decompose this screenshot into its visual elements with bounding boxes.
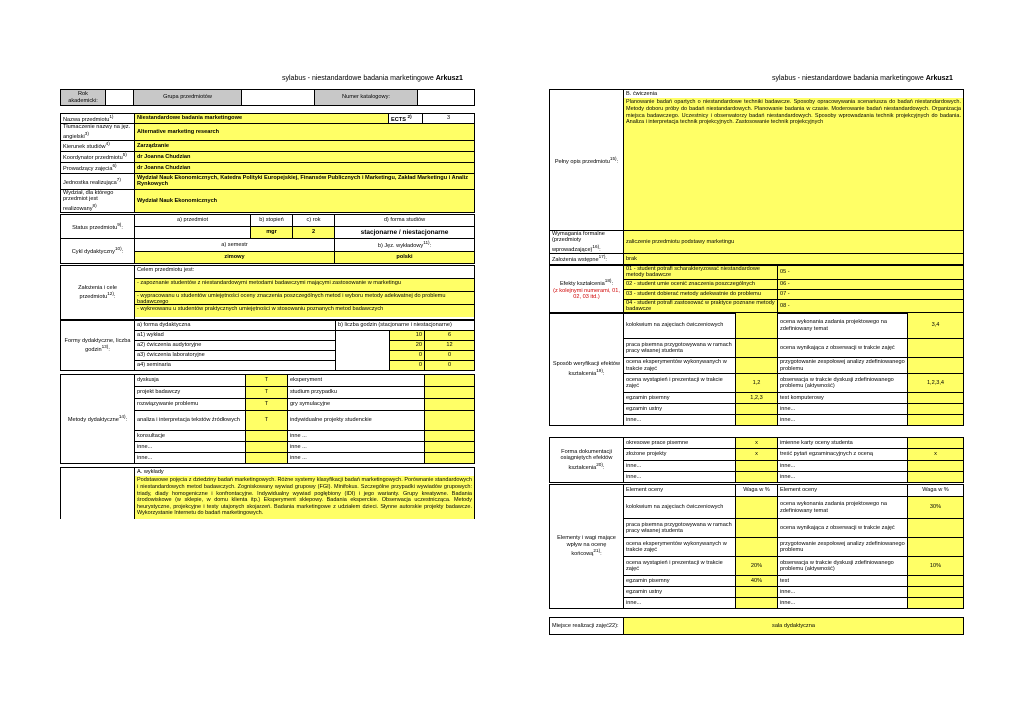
efekty-left-2: 03 - student dobierać metody adekwatnie do problemu xyxy=(624,289,778,299)
wydzial-label: Wydział, dla którego przedmiot jest realizowany$^{8)}$ xyxy=(61,189,135,212)
zalozenia-value xyxy=(135,266,475,320)
sposob-row-1-b: ocena wynikająca z obserwacji w trakcie zajęć xyxy=(778,339,908,358)
elementy-row-1-a: praca pisemna przygotowywana w ramach pracy własnej studenta xyxy=(624,519,736,538)
efekty-label: Efekty kształcenia$^{18)}$: (z kolejnymi numerami, 01, 02, 03 itd.) xyxy=(550,266,624,314)
metody-row-2-a: rozwiązywanie problemu xyxy=(135,399,246,411)
rok-value xyxy=(106,90,134,106)
metody-table xyxy=(60,374,475,464)
elementy-row-0-b: ocena wykonania zadania projektowego na zdefiniowany temat xyxy=(778,497,908,519)
pelny-opis-heading: B. ćwiczenia xyxy=(626,91,658,97)
formy-label: Formy dydaktyczne, liczba godzin$^{13)}$: xyxy=(61,321,135,371)
sposob-label: Sposób weryfikacji efektów kształcenia$^{19)}$: xyxy=(550,313,624,426)
elementy-row-2-av xyxy=(736,538,778,557)
forma-dok-row-3-a: inne... xyxy=(624,472,736,483)
pelny-opis-label: Pełny opis przedmiotu$^{15)}$: xyxy=(550,90,624,231)
sposob-row-0-bv: 3,4 xyxy=(908,313,964,339)
grupa-label: Grupa przedmiotów xyxy=(134,90,242,106)
zalozenia-line-0: Celem przedmiotu jest: xyxy=(137,267,195,273)
sposob-row-1-a: praca pisemna przygotowywana w ramach pracy własnej studenta xyxy=(624,339,736,358)
catalog-row xyxy=(60,89,475,106)
formy-table xyxy=(60,320,475,371)
ects-value: 3 xyxy=(423,114,475,124)
elementy-row-3-a: ocena wystąpień i prezentacji w trakcie zajęć xyxy=(624,557,736,576)
status-cykl-table xyxy=(60,214,475,264)
elementy-row-4-bv xyxy=(908,576,964,587)
kierunek-label: Kierunek studiów$^{4)}$ xyxy=(61,140,135,151)
elementy-row-1-b: ocena wynikająca z obserwacji w trakcie zajęć xyxy=(778,519,908,538)
efekty-right-3: 08 - xyxy=(778,299,964,313)
opis-clip xyxy=(60,467,475,519)
cykl-v-b: polski xyxy=(335,252,475,264)
opis-a-label-cell xyxy=(61,468,135,520)
forma-dok-row-0-b: imienne karty oceny studenta xyxy=(778,438,908,449)
elementy-row-5-av xyxy=(736,587,778,598)
forma-dok-row-2-b: inne... xyxy=(778,461,908,472)
metody-row-0-b: eksperyment xyxy=(288,375,425,387)
sposob-row-6-b: inne... xyxy=(778,415,908,426)
elementy-row-3-av: 20% xyxy=(736,557,778,576)
formy-row-2-nst: 0 xyxy=(425,351,475,361)
metody-row-2-am: T xyxy=(246,399,288,411)
cykl-label: Cykl dydaktyczny$^{10)}$: xyxy=(61,239,135,264)
elementy-row-5-bv xyxy=(908,587,964,598)
forma-dok-row-2-a: inne... xyxy=(624,461,736,472)
efekty-right-0: 05 - xyxy=(778,266,964,280)
metody-label: Metody dydaktyczne$^{14)}$: xyxy=(61,375,135,464)
formy-row-1-nst: 12 xyxy=(425,341,475,351)
jednostka-value: Wydział Nauk Ekonomicznych, Katedra Polityki Europejskiej, Finansów Publicznych i Marketingu, Zakład Marketingu i Analiz Rynkowych xyxy=(135,173,475,189)
formy-row-0-name: a1) wykład xyxy=(135,331,336,341)
elementy-row-2-b: przygotowanie zespołowej analizy zdefiniowanego problemu xyxy=(778,538,908,557)
forma-dok-row-3-bv xyxy=(908,472,964,483)
opis-a-heading: A. wykłady xyxy=(137,469,164,475)
elementy-row-2-a: ocena eksperymentów wykonywanych w trakcie zajęć xyxy=(624,538,736,557)
elementy-row-6-b: inne... xyxy=(778,598,908,609)
formy-row-2-name: a3) ćwiczenia laboratoryjne xyxy=(135,351,336,361)
elementy-row-1-av xyxy=(736,519,778,538)
metody-row-0-bm xyxy=(425,375,475,387)
sposob-row-6-av xyxy=(736,415,778,426)
koordynator-label: Koordynator przedmiotu$^{5)}$ xyxy=(61,151,135,162)
sposob-row-2-av xyxy=(736,358,778,374)
miejsce-label: Miejsce realizacji zajęć22): xyxy=(550,618,624,635)
sposob-row-6-a: inne... xyxy=(624,415,736,426)
sposob-row-0-a: kolokwium na zajęciach ćwiczeniowych xyxy=(624,313,736,339)
metody-row-3-a: analiza i interpretacja tekstów źródłowych xyxy=(135,411,246,431)
forma-dok-row-1-b: treść pytań egzaminacyjnych z oceną xyxy=(778,449,908,461)
metody-row-6-b: inne ... xyxy=(288,453,425,464)
sposob-row-5-b: inne... xyxy=(778,404,908,415)
elementy-h-w1: Waga w % xyxy=(736,485,778,497)
status-label: Status przedmiotu$^{9)}$: xyxy=(61,215,135,239)
opis-a-table xyxy=(60,467,475,519)
forma-dok-row-0-a: okresowe prace pisemne xyxy=(624,438,736,449)
nazwa-label: Nazwa przedmiotu$^{1)}$ xyxy=(61,114,135,124)
wymagania-label: Wymagania formalne (przedmioty wprowadzające)$^{16)}$: xyxy=(550,231,624,254)
metody-row-6-a: inne... xyxy=(135,453,246,464)
pelny-opis-text: Planowanie badań opartych o niestandardowe techniki badawcze. Sposoby opracowywania scenariusza do badań niestandardowych. Metody doboru próby do badań niestandardowych. Planowanie badania w czasie. Moderowanie badań niestandardowych. Organizacja miejsca badawczego. Uczestnicy i obserwatorzy badań niestandardowych. Sposoby wprowadzania technik projekcyjnych do badania. Analiza i interpretacja technik projekcyjnych. Zastosowanie technik projekcyjnych xyxy=(624,98,963,230)
numer-value xyxy=(418,90,475,106)
elementy-h-a2: Element oceny xyxy=(778,485,908,497)
formy-row-2-st: 0 xyxy=(390,351,425,361)
efekty-left-1: 02 - student umie ocenić znaczenia poszczególnych xyxy=(624,279,778,289)
status-v-c: 2 xyxy=(293,227,335,239)
elementy-row-5-a: egzamin ustny xyxy=(624,587,736,598)
sposob-row-5-av xyxy=(736,404,778,415)
wydzial-value: Wydział Nauk Ekonomicznych xyxy=(135,189,475,212)
metody-row-3-am: T xyxy=(246,411,288,431)
formy-row-0-nst: 6 xyxy=(425,331,475,341)
right-page-header: sylabus - niestandardowe badania marketingowe Arkusz1 xyxy=(772,75,953,82)
nazwa-value: Niestandardowe badania marketingowe xyxy=(135,114,389,124)
zalozenia-line-2: - wypracowanu u studentów umiejętności oceny znaczenia poszczególnych metod i wyboru metody adekwatnej do problemu badawczego xyxy=(135,291,474,304)
sposob-row-3-bv: 1,2,3,4 xyxy=(908,374,964,393)
metody-row-5-a: inne... xyxy=(135,442,246,453)
opis-a-text: Podstawowe pojęcia z dziedziny badań marketingowych. Różne systemy klasyfikacji badań marketingowych. Porównanie standardowych i niestandardowych metod badawczych. Zogniskowany wywiad grupowy (FGI). Minifokus. Szczególne przypadki wywiadów grupowych: triady, diady homogeniczne i konfrontacyjne. Indywidualny wywiad pogłębiony (IDI) i jego warianty. Grupy kreatywne. Badania środowiskowe (w sklepie, w domu klienta itp.) Eksperyment sklepowy. Badania eksperckie. Obserwacja uczestnicząca. Metody heurystyczne, projekcyjne i testy utajonych skojarzeń. Badania marketingowe z udziałem dzieci. Słynne autorskie projekty badawcze. Wykorzystanie Internetu do badań marketingowych. xyxy=(135,476,474,519)
elementy-row-3-b: obserwacja w trakcie dyskusji zdefiniowanego problemu (aktywność) xyxy=(778,557,908,576)
efekty-left-3: 04 - student potrafi zastosować w praktyce poznane metody badawcze xyxy=(624,299,778,313)
left-page-header: sylabus - niestandardowe badania marketingowe Arkusz1 xyxy=(282,75,463,82)
elementy-row-6-bv xyxy=(908,598,964,609)
formy-row-0-st: 10 xyxy=(390,331,425,341)
formy-row-3-st: 0 xyxy=(390,361,425,371)
sposob-row-2-a: ocena eksperymentów wykonywanych w trakcie zajęć xyxy=(624,358,736,374)
zalozenia-line-3: - wykreowanu u studentów praktycznych umiejętności w stosowaniu poznanych metod badawczych xyxy=(135,304,474,317)
forma-dok-row-3-b: inne... xyxy=(778,472,908,483)
formy-row-1-st: 20 xyxy=(390,341,425,351)
status-v-d: stacjonarne / niestacjonarne xyxy=(335,227,475,239)
zalozenia-label: Założenia i cele przedmiotu$^{12)}$: xyxy=(61,266,135,320)
metody-row-4-b: inne ... xyxy=(288,431,425,442)
numer-label: Numer katalogowy: xyxy=(315,90,418,106)
opis-a-cell xyxy=(135,468,475,520)
elementy-h-w2: Waga w % xyxy=(908,485,964,497)
sposob-row-0-av xyxy=(736,313,778,339)
sposob-row-4-av: 1,2,3 xyxy=(736,393,778,404)
cykl-h-a: a) semestr xyxy=(135,239,335,252)
cykl-v-a: zimowy xyxy=(135,252,335,264)
sposob-row-5-bv xyxy=(908,404,964,415)
sposob-row-4-a: egzamin pisemny xyxy=(624,393,736,404)
elementy-row-5-b: inne... xyxy=(778,587,908,598)
sposob-row-2-b: przygotowanie zespołowej analizy zdefiniowanego problemu xyxy=(778,358,908,374)
metody-row-1-am: T xyxy=(246,387,288,399)
tlumaczenie-value: Alternative marketing research xyxy=(135,124,475,141)
prowadzacy-value: dr Joanna Chudzian xyxy=(135,162,475,173)
status-h-c: c) rok xyxy=(293,215,335,227)
metody-row-1-a: projekt badawczy xyxy=(135,387,246,399)
formy-h-b: b) liczba godzin (stacjonarne i niestacjonarne) xyxy=(336,321,475,331)
sposob-row-6-bv xyxy=(908,415,964,426)
forma-dok-row-3-av xyxy=(736,472,778,483)
formy-row-1-name: a2) ćwiczenia audytoryjne xyxy=(135,341,336,351)
metody-row-0-a: dyskusja xyxy=(135,375,246,387)
prowadzacy-label: Prowadzący zajęcia$^{6)}$ xyxy=(61,162,135,173)
sposob-row-3-av: 1,2 xyxy=(736,374,778,393)
sposob-row-5-a: egzamin ustny xyxy=(624,404,736,415)
elementy-row-6-av xyxy=(736,598,778,609)
efekty-left-0: 01 - student potrafi scharakteryzować niestandardowe metody badawcze xyxy=(624,266,778,280)
metody-row-4-a: konsultacje xyxy=(135,431,246,442)
rok-label: Rok akademicki: xyxy=(61,90,106,106)
sposob-row-3-a: ocena wystąpień i prezentacji w trakcie zajęć xyxy=(624,374,736,393)
forma-dok-label: Forma dokumentacji osiągniętych efektów kształcenia$^{20)}$: xyxy=(550,438,624,483)
elementy-row-6-a: inne... xyxy=(624,598,736,609)
elementy-table xyxy=(549,484,964,609)
formy-row-3-name: a4) seminaria xyxy=(135,361,336,371)
zalozenia-line-1: - zapoznanie studentów z niestandardowymi metodami badawczymi mającymi zastosowanie w marketingu xyxy=(135,278,474,291)
status-h-d: d) forma studiów xyxy=(335,215,475,227)
zalozenia-table xyxy=(60,265,475,320)
miejsce-value: sala dydaktyczna xyxy=(624,618,964,635)
sposob-row-1-bv xyxy=(908,339,964,358)
koordynator-value: dr Joanna Chudzian xyxy=(135,151,475,162)
metody-row-5-b: inne ... xyxy=(288,442,425,453)
pelny-opis-table xyxy=(549,89,964,231)
efekty-table xyxy=(549,265,964,314)
elementy-row-0-bv: 30% xyxy=(908,497,964,519)
sposob-row-3-b: obserwacja w trakcie dyskusji zdefiniowanego problemu (aktywność) xyxy=(778,374,908,393)
forma-dok-row-1-a: złożone projekty xyxy=(624,449,736,461)
metody-row-1-b: studium przypadku xyxy=(288,387,425,399)
forma-dok-row-2-av xyxy=(736,461,778,472)
metody-row-3-b: indywidualne projekty studenckie xyxy=(288,411,425,431)
sposob-row-0-b: ocena wykonania zadania projektowego na zdefiniowany temat xyxy=(778,313,908,339)
miejsce-table xyxy=(549,617,964,635)
kierunek-value: Zarządzanie xyxy=(135,140,475,151)
zalozenia-wst-value: brak xyxy=(624,254,964,265)
wymagania-value: zaliczenie przedmiotu podstawy marketingu xyxy=(624,231,964,254)
sposob-row-1-av xyxy=(736,339,778,358)
elementy-row-0-av xyxy=(736,497,778,519)
tlumaczenie-label: Tłumaczenie nazwy na jęz. angielski$^{3)}$ xyxy=(61,124,135,141)
cykl-h-b: b) Jęz. wykładowy$^{11)}$: xyxy=(335,239,475,252)
sposob-row-4-b: test komputerowy xyxy=(778,393,908,404)
forma-dok-row-1-av: x xyxy=(736,449,778,461)
sposob-table xyxy=(549,312,964,426)
forma-dok-row-0-av: x xyxy=(736,438,778,449)
sposob-row-4-bv xyxy=(908,393,964,404)
forma-dok-table xyxy=(549,437,964,483)
elementy-label: Elementy i wagi mające wpływ na ocenę końcową$^{21)}$: xyxy=(550,485,624,609)
forma-dok-row-1-bv: x xyxy=(908,449,964,461)
elementy-row-0-a: kolokwium na zajęciach ćwiczeniowych xyxy=(624,497,736,519)
sposob-row-2-bv xyxy=(908,358,964,374)
formy-h-a: a) forma dydaktyczna xyxy=(135,321,336,331)
status-v-a xyxy=(135,227,251,239)
jednostka-label: Jednostka realizująca$^{7)}$ xyxy=(61,173,135,189)
wymagania-table xyxy=(549,230,964,265)
elementy-row-4-a: egzamin pisemny xyxy=(624,576,736,587)
ects-label: ECTS $^{2)}$ xyxy=(389,114,423,124)
efekty-right-2: 07 - xyxy=(778,289,964,299)
zalozenia-wst-label: Założenia wstępne$^{17)}$: xyxy=(550,254,624,265)
efekty-right-1: 06 - xyxy=(778,279,964,289)
course-info-table xyxy=(60,113,475,213)
status-v-b: mgr xyxy=(251,227,293,239)
metody-row-2-b: gry symulacyjne xyxy=(288,399,425,411)
pelny-opis-cell xyxy=(624,90,964,231)
elementy-row-2-bv xyxy=(908,538,964,557)
elementy-row-3-bv: 10% xyxy=(908,557,964,576)
elementy-row-4-b: test xyxy=(778,576,908,587)
forma-dok-row-0-bv xyxy=(908,438,964,449)
elementy-row-1-bv xyxy=(908,519,964,538)
formy-row-3-nst: 0 xyxy=(425,361,475,371)
metody-row-0-am: T xyxy=(246,375,288,387)
elementy-row-4-av: 40% xyxy=(736,576,778,587)
status-h-b: b) stopień xyxy=(251,215,293,227)
status-h-a: a) przedmiot xyxy=(135,215,251,227)
forma-dok-row-2-bv xyxy=(908,461,964,472)
grupa-value xyxy=(242,90,315,106)
elementy-h-a1: Element oceny xyxy=(624,485,736,497)
